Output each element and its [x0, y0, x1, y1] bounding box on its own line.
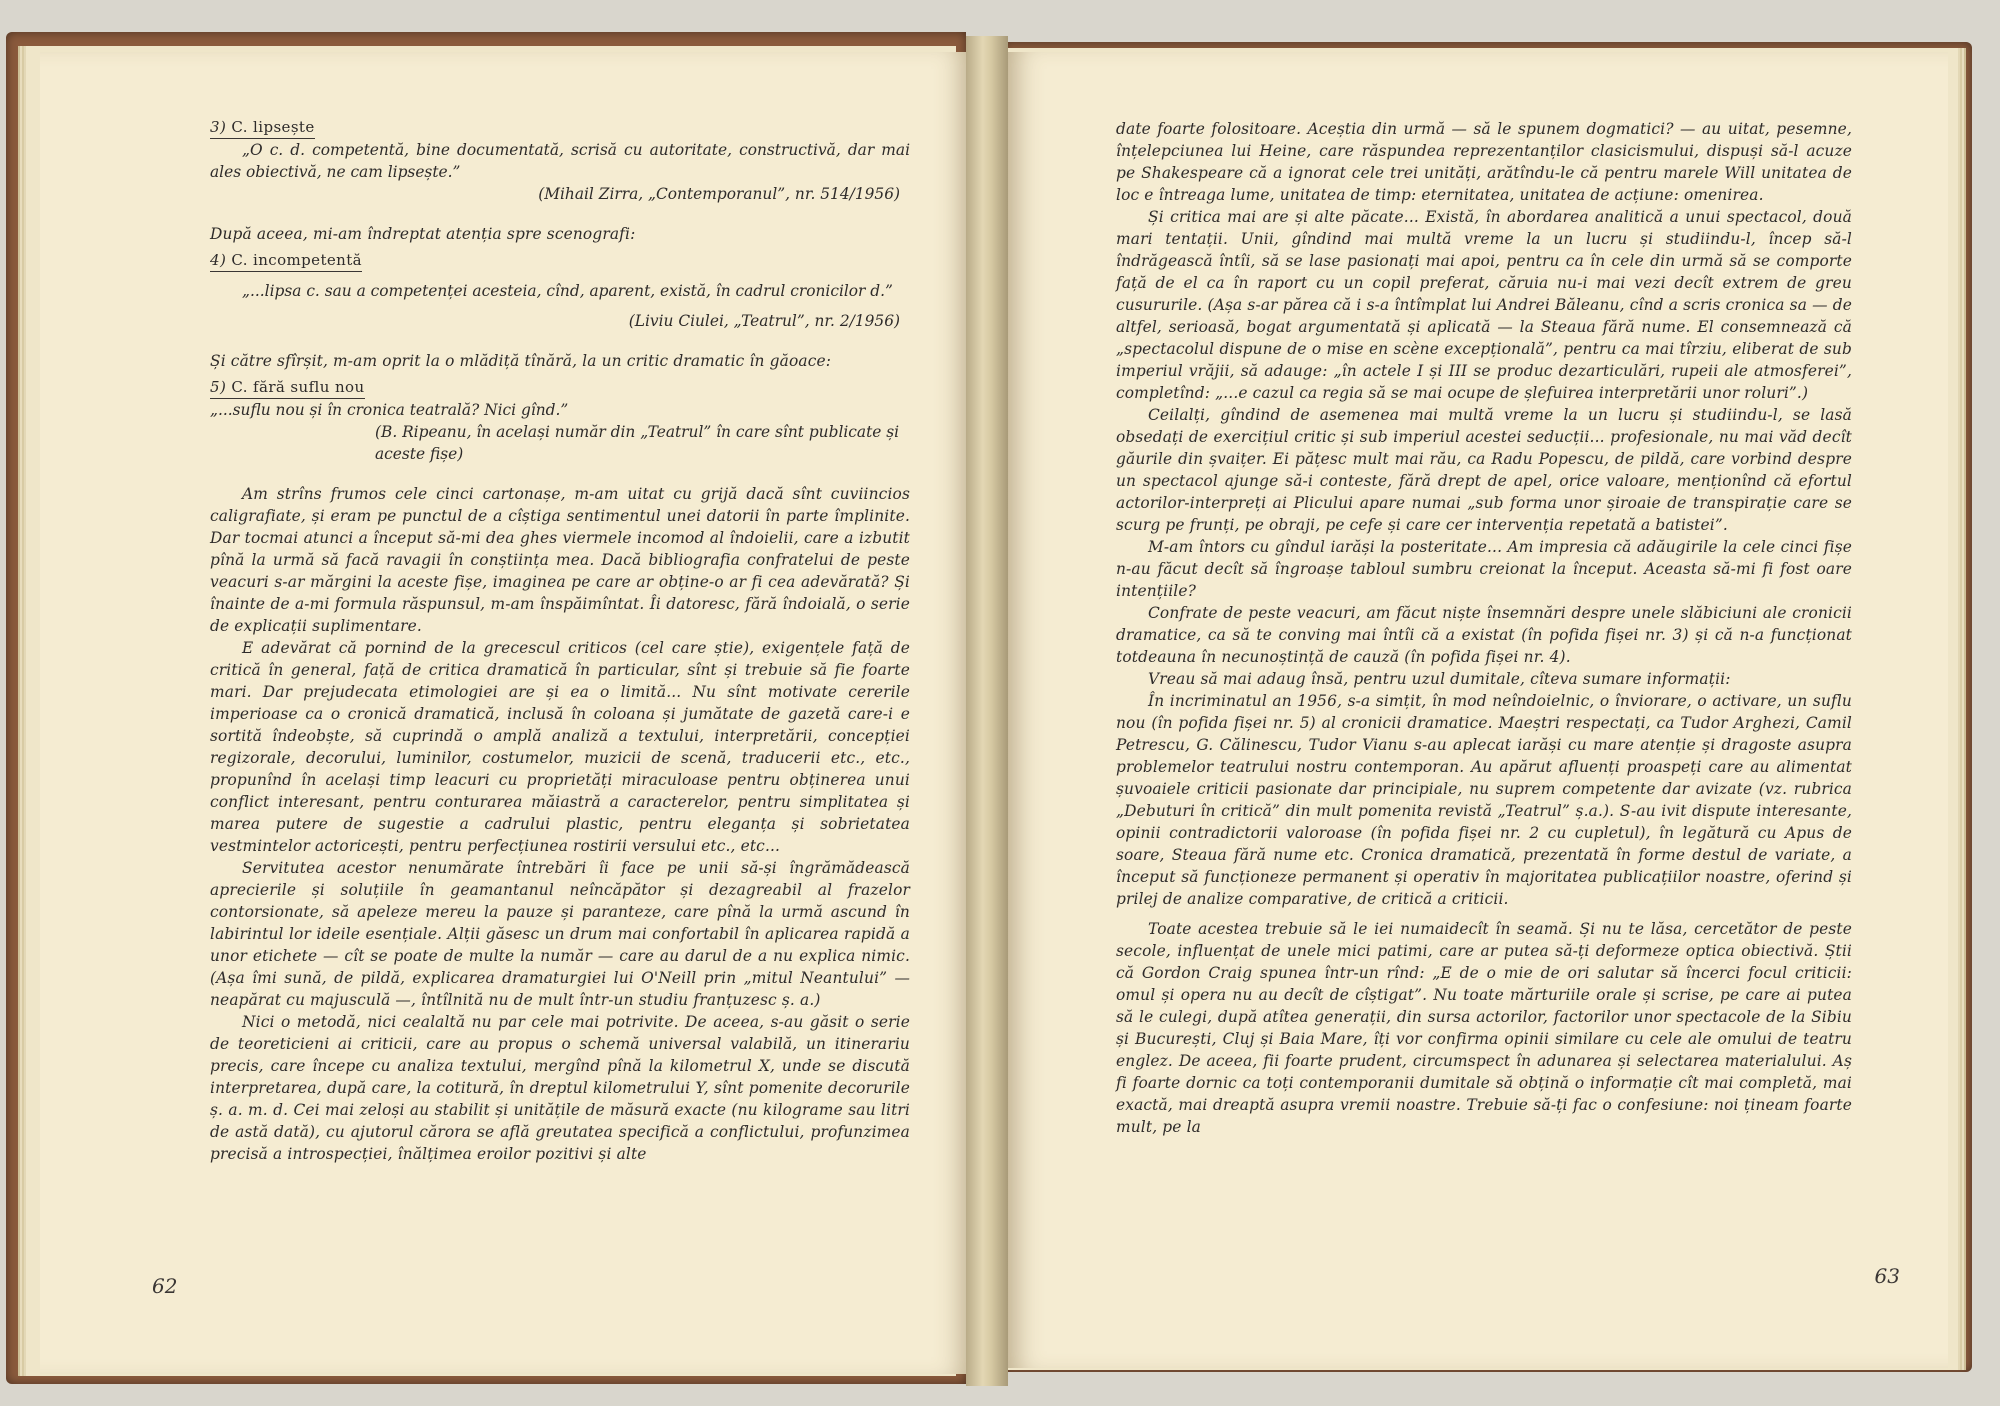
quote-4: „...lipsa c. sau a competenței acesteia, cînd, aparent, există, în cadrul cronicilor d.” — [242, 282, 893, 300]
item-4-heading — [210, 249, 362, 272]
citation-4: (Liviu Ciulei, „Teatrul”, nr. 2/1956) — [628, 312, 900, 330]
right-paragraph-3: Ceilalți, gîndind de asemenea mai multă vreme la un lucru și studiindu-l, se lasă obsedați de exercițiul critic și sub imperiul acestei seducții... profesionale, nu mai văd decît găurile din șvaițer. Ei pățesc mult mai rău, ca Radu Popescu, de pildă, care vorbind despre un spectacol ajunge să-i conteste, fără drept de apel, orice valoare, menționînd că efortul actorilor-interpreți ai Plicului apare numai „sub forma unor șiroaie de transpirație care se scurg pe frunți, pe obraji, pe cefe și care cer intervenția repetată a batistei”. — [1116, 406, 1852, 534]
item-5-number: 5) — [210, 378, 227, 396]
item-5-heading — [210, 376, 365, 399]
left-paragraph-1: Am strîns frumos cele cinci cartonașe, m-am uitat cu grijă dacă sînt cuviincios caligrafiate, și eram pe punctul de a cîștiga sentimentul unei datorii în parte împlinite. Dar tocmai atunci a început să-mi dea ghes viermele incomod al îndoielii, care a izbutit pînă la urmă să facă ravagii în conștiința mea. Dacă bibliografia confratelui de peste veacuri s-ar mărgini la aceste fișe, imaginea pe care ar obține-o ar fi cea adevărată? Și înainte de a-mi formula răspunsul, m-am înspăimîntat. Îi datoresc, fără îndoială, o serie de explicații suplimentare. — [210, 485, 910, 635]
left-paragraph-3: Servitutea acestor nenumărate întrebări îi face pe unii să-și îngrămădească aprecierile și soluțiile în geamantanul neîncăpător și dezagreabil al frazelor contorsionate, să apeleze mereu la pauze și paranteze, care pînă la urmă ascund în labirintul lor ideile esențiale. Alții găsesc un drum mai confortabil în aplicarea rapidă a unor etichete — cît se poate de multe la număr — care au darul de a nu explica nimic. (Așa îmi sună, de pildă, explicarea dramaturgiei lui O'Neill prin „mitul Neantului” — neapărat cu majusculă —, întîlnită nu de mult într-un studiu franțuzesc ș. a.) — [210, 859, 910, 1009]
right-paragraph-2: Și critica mai are și alte păcate... Există, în abordarea analitică a unui spectacol, două mari tentații. Unii, gîndind mai multă vreme la un lucru și studiindu-l, încep să-l îndrăgească întîi, să se lase pasionați mai apoi, pentru ca în cele din urmă să se comporte față de el ca în raport cu un copil preferat, căruia nu-i mai vezi decît extrem de greu cusururile. (Așa s-ar părea că i s-a întîmplat lui Andrei Băleanu, cînd a scris cronica sa — de altfel, serioasă, bogat argumentată și aplicată — la Steaua fără nume. El consemnează că „spectacolul dispune de o mise en scène excepțională”, pentru ca mai tîrziu, eliberat de sub imperiul vrăjii, să adauge: „în actele I și III se produc dezarticulări, rupeii ale atmosferei”, completînd: „...e cazul ca regia să se mai ocupe de șlefuirea interpretării unor roluri”.) — [1116, 208, 1852, 402]
right-paragraph-7: În incriminatul an 1956, s-a simțit, în mod neîndoielnic, o înviorare, o activare, un suflu nou (în pofida fișei nr. 5) al cronicii dramatice. Maeștri respectați, ca Tudor Arghezi, Camil Petrescu, G. Călinescu, Tudor Vianu s-au aplecat iarăși cu mare atenție și dragoste asupra problemelor teatrului nostru contemporan. Au apărut afluenți proaspeți care au alimentat șuvoaiele criticii pasionate dar principiale, nu suprem competente dar avizate (vz. rubrica „Debuturi în critică” din mult pomenita revistă „Teatrul” ș.a.). S-au ivit dispute interesante, opinii contradictorii valoroase (în pofida fișei nr. 2 cu cupletul), în legătură cu Apus de soare, Steaua fără nume etc. Cronica dramatică, prezentată în forme destul de variate, a început să funcționeze permanent și operativ în majoritatea publicațiilor noastre, oferind și prilej de analize comparative, de critică a criticii. — [1116, 692, 1852, 908]
citation-3: (Mihail Zirra, „Contemporanul”, nr. 514/1956) — [538, 185, 900, 203]
item-4-number: 4) — [210, 251, 227, 269]
intro-4: După aceea, mi-am îndreptat atenția spre scenografi: — [210, 225, 636, 243]
right-paragraph-6: Vreau să mai adaug însă, pentru uzul dumitale, cîteva sumare informații: — [1148, 670, 1731, 688]
left-paragraph-4: Nici o metodă, nici cealaltă nu par cele mai potrivite. De aceea, s-au găsit o serie de teoreticieni ai criticii, care au propus o schemă universal valabilă, un itinerariu precis, care începe cu analiza textului, mergînd pînă la kilometrul X, unde se discută interpretarea, după care, la cotitură, în dreptul kilometrului Y, sînt pomenite decorurile ș. a. m. d. Cei mai zeloși au stabilit și unitățile de măsură exacte (nu kilograme sau litri de astă dată), cu ajutorul cărora se află greutatea specifică a conflictului, profunzimea precisă a introspecției, înălțimea eroilor pozitivi și alte — [210, 1013, 910, 1163]
right-paragraph-8: Toate acestea trebuie să le iei numaidecît în seamă. Și nu te lăsa, cercetător de peste secole, influențat de unele mici patimi, care ar putea să-ți deformeze optica obiectivă. Știi că Gordon Craig spunea într-un rînd: „E de o mie de ori salutar să încerci focul criticii: omul și opera nu au decît de cîștigat”. Nu toate mărturiile orale și scrise, pe care ai putea să le culegi, după atîtea generații, din sursa actorilor, factorilor unor spectacole de la Sibiu și București, Cluj și Baia Mare, îți vor confirma opinii similare cu cele ale omului de teatru englez. De aceea, fii foarte prudent, circumspect în adunarea și selectarea materialului. Aș fi foarte dornic ca toți contemporanii dumitale să obțină o informație cît mai completă, mai exactă, mai dreaptă asupra vremii noastre. Trebuie să-ți fac o confesiune: noi țineam foarte mult, pe la — [1116, 920, 1852, 1136]
citation-5: (B. Ripeanu, în același număr din „Teatrul” în care sînt publicate și aceste fișe) — [375, 423, 900, 463]
right-paragraph-1: date foarte folositoare. Aceștia din urmă — să le spunem dogmatici? — au uitat, pesemne, înțelepciunea lui Heine, care răspundea reprezentanților clasicismului, dispuși să-l acuze pe Shakespeare că a ignorat cele trei unități, arătîndu-le că pentru marele Will unitatea de loc e întreaga lume, unitatea de timp: eternitatea, unitatea de acțiune: omenirea. — [1116, 120, 1852, 204]
item-5-title: C. fără suflu nou — [231, 378, 365, 396]
left-paragraph-2: E adevărat că pornind de la grecescul criticos (cel care știe), exigențele față de critică în general, față de critica dramatică în particular, sînt și trebuie să fie foarte mari. Dar prejudecata etimologiei are și ea o limită... Nu sînt motivate cererile imperioase ca o cronică dramatică, inclusă în coloana și jumătate de gazetă care-i e sortită îndeobște, să cuprindă o amplă analiză a textului, interpretării, concepției regizorale, decorului, luminilor, costumelor, muzicii de scenă, traducerii etc., etc., propunînd în același timp leacuri cu proprietăți miraculoase pentru obținerea unui conflict interesant, pentru conturarea măiastră a caracterelor, pentru simplitatea și marea putere de sugestie a cadrului plastic, pentru eleganța și sobrietatea vestmintelor actoricești, pentru perfecțiunea rostirii versului etc., etc... — [210, 639, 910, 855]
quote-5: „...suflu nou și în cronica teatrală? Nici gînd.” — [210, 401, 569, 419]
quote-3: „O c. d. competentă, bine documentată, scrisă cu autoritate, constructivă, dar mai ales obiectivă, ne cam lipsește.” — [210, 141, 910, 181]
item-4-title: C. incompetentă — [231, 251, 362, 269]
right-paragraph-5: Confrate de peste veacuri, am făcut niște însemnări despre unele slăbiciuni ale cronicii dramatice, ca să te conving mai întîi că a existat (în pofida fișei nr. 3) și că n-a funcționat totdeauna în necunoștință de cauză (în pofida fișei nr. 4). — [1116, 604, 1852, 666]
right-paragraph-4: M-am întors cu gîndul iarăși la posteritate... Am impresia că adăugirile la cele cinci fișe n-au făcut decît să îngroașe tabloul sumbru creionat la început. Aceasta să-mi fi fost oare intențiile? — [1116, 538, 1852, 600]
page-number-left: 62 — [152, 1274, 178, 1298]
item-3-number: 3) — [210, 118, 227, 136]
right-page — [1008, 52, 1948, 1368]
book-gutter — [966, 36, 1008, 1386]
item-3-title: C. lipsește — [231, 118, 315, 136]
intro-5: Și către sfîrșit, m-am oprit la o mlădiță tînără, la un critic dramatic în găoace: — [210, 352, 832, 370]
left-page — [40, 52, 970, 1374]
item-3-heading — [210, 116, 315, 139]
page-number-right: 63 — [1874, 1264, 1900, 1288]
